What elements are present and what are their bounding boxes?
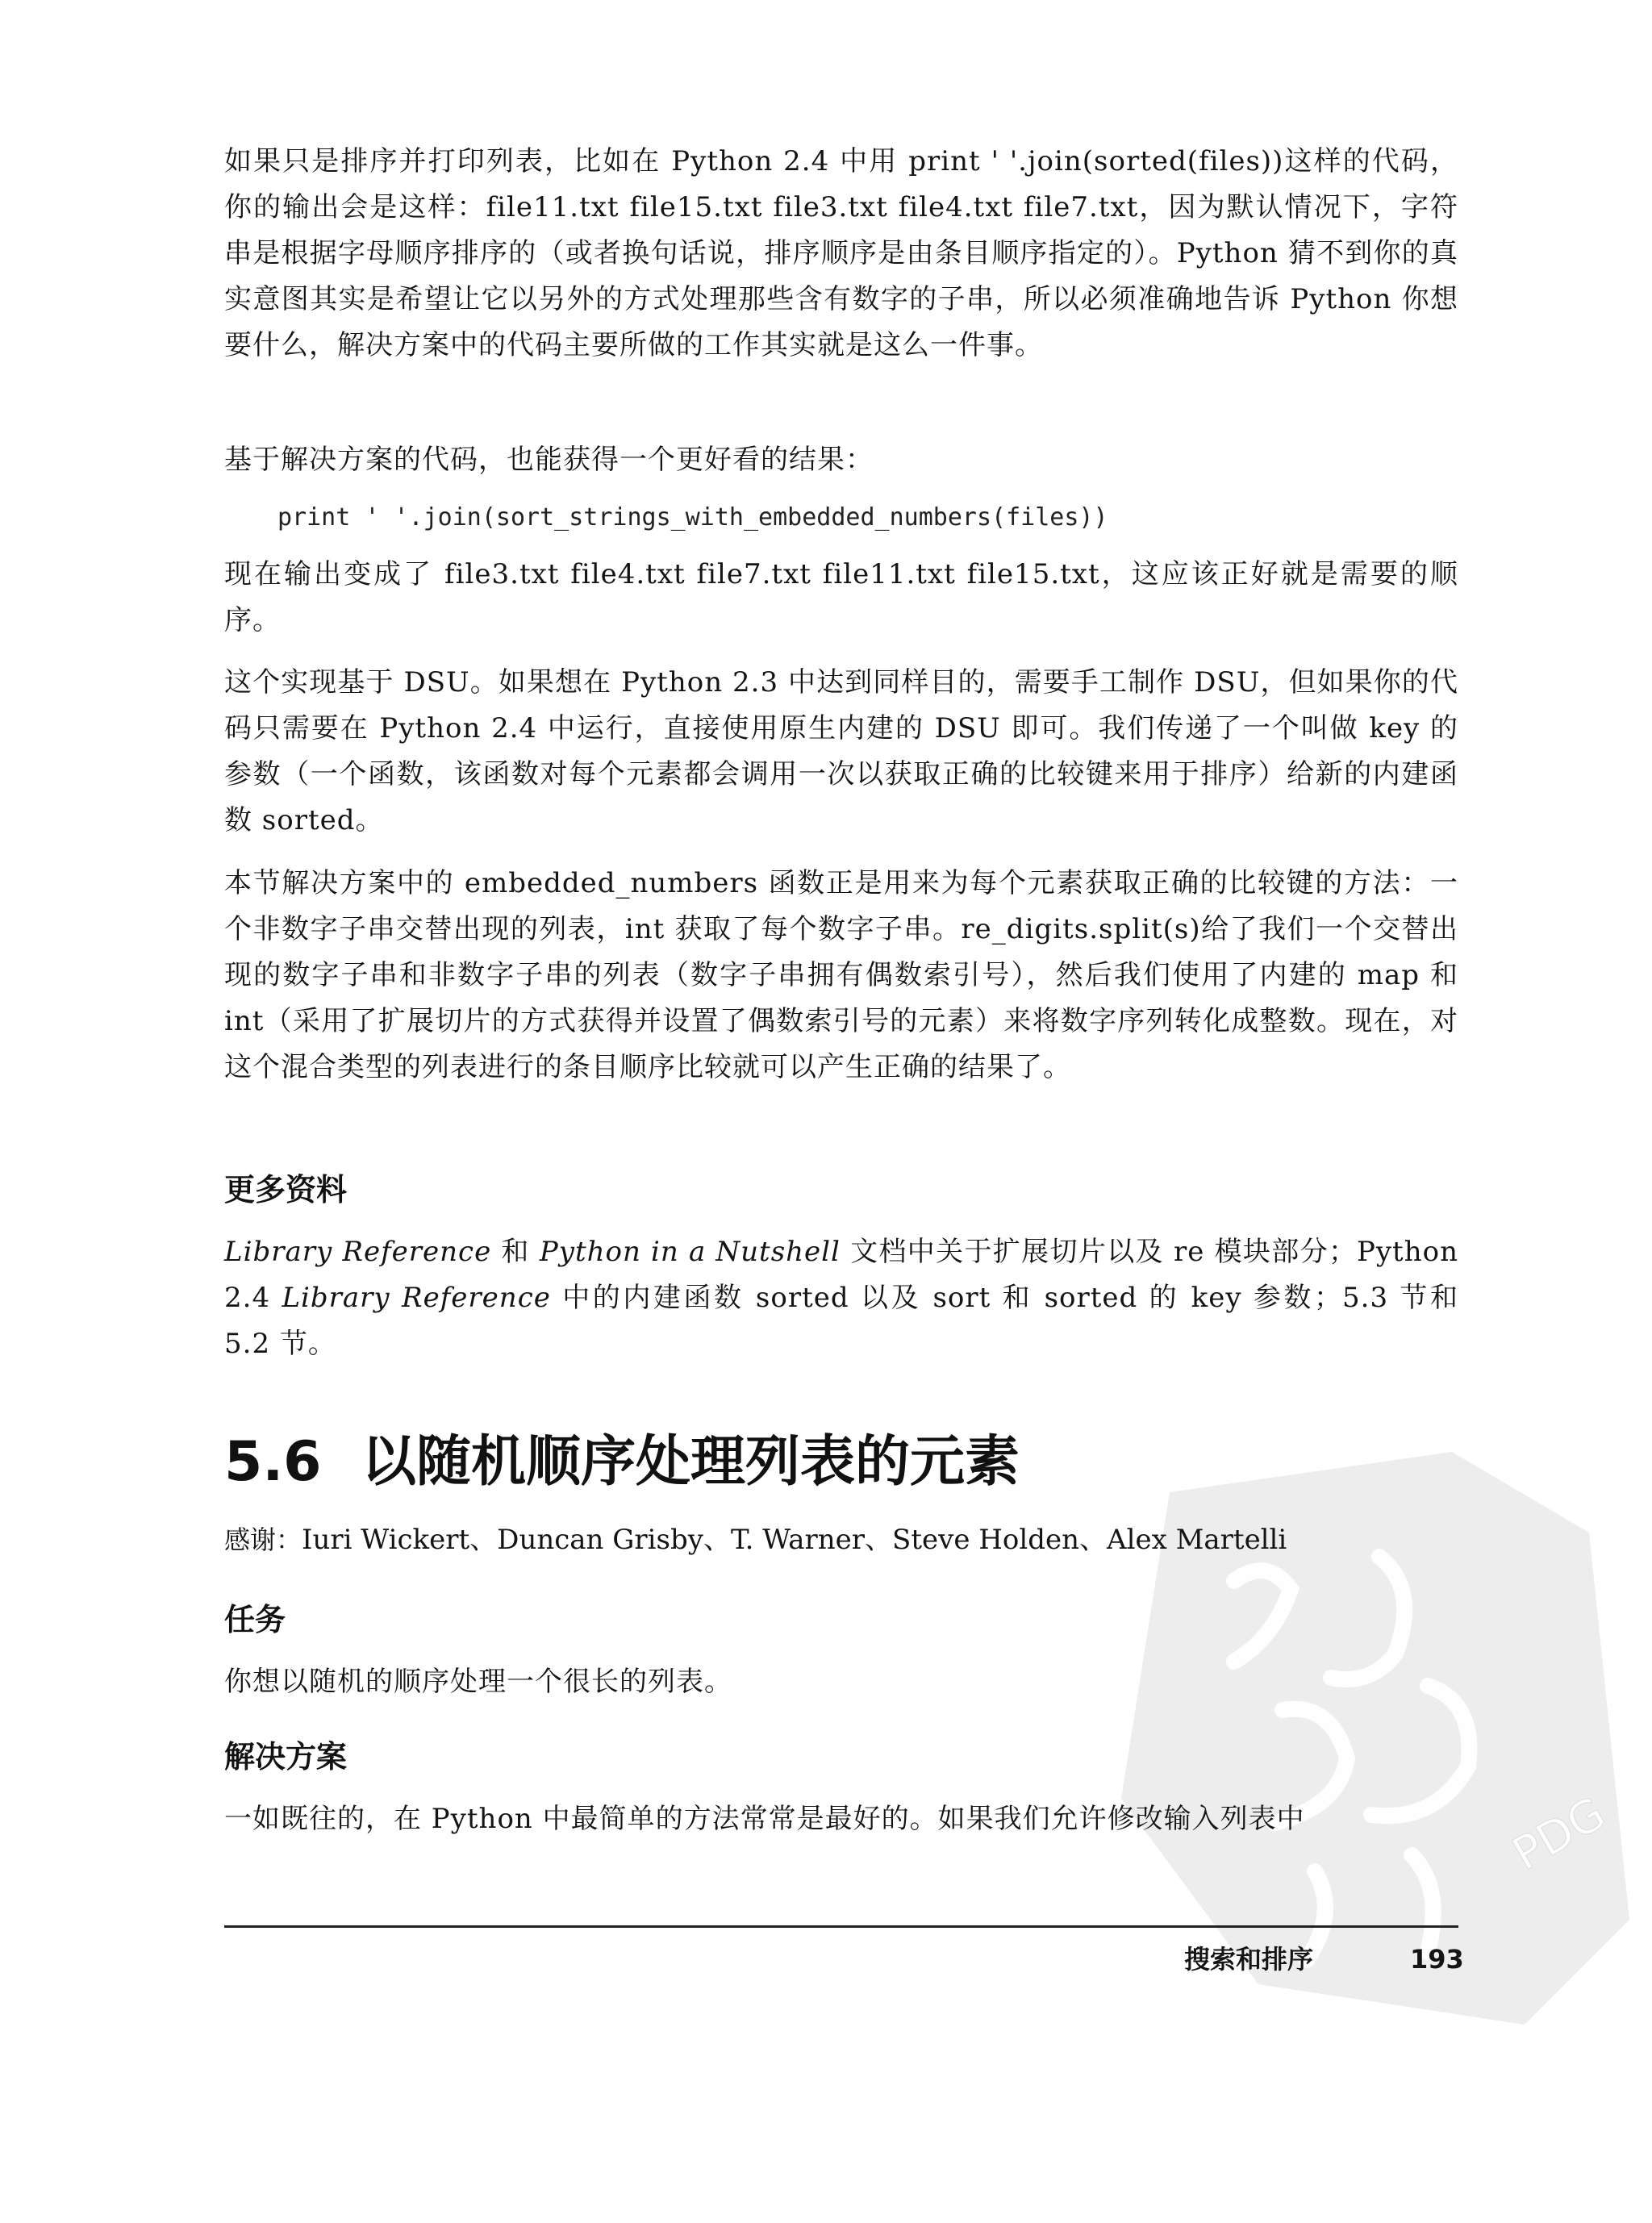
section-title <box>224 1426 1020 1499</box>
ref-library-reference: Library Reference <box>224 1236 492 1268</box>
paragraph-4: 这个实现基于 DSU。如果想在 Python 2.3 中达到同样目的，需要手工制作 DSU，但如果你的代码只需要在 Python 2.4 中运行，直接使用原生内建的 DSU 即可。我们传递了一个叫做 key 的参数（一个函数，该函数对每个元素都会调用一次以获取正确的比较键来用于排序）给新的内建函数 sorted。 <box>224 666 1458 836</box>
paragraph-2: 基于解决方案的代码，也能获得一个更好看的结果： <box>224 444 874 476</box>
paragraph-1: 如果只是排序并打印列表，比如在 Python 2.4 中用 print ' '.join(sorted(files))这样的代码，你的输出会是这样：file11.txt file15.txt file3.txt file4.txt file7.txt，因为默认情况下，字符串是根据字母顺序排序的（或者换句话说，排序顺序是由条目顺序指定的）。Python 猜不到你的真实意图其实是希望让它以另外的方式处理那些含有数字的子串，所以必须准确地告诉 Python 你想要什么，解决方案中的代码主要所做的工作其实就是这么一件事。 <box>224 145 1458 361</box>
task-text: 你想以随机的顺序处理一个很长的列表。 <box>224 1666 732 1698</box>
code-sample: print ' '.join(sort_strings_with_embedded_numbers(files)) <box>277 503 1108 532</box>
footer-page-number: 193 <box>1410 1944 1464 1975</box>
section-number: 5.6 <box>224 1430 322 1494</box>
ref-python-in-a-nutshell: Python in a Nutshell <box>539 1236 841 1268</box>
watermark-text: PDG <box>1504 1787 1615 1882</box>
more-info-paragraph <box>224 1229 1458 1367</box>
more-info-heading: 更多资料 <box>224 1172 348 1207</box>
task-heading: 任务 <box>224 1602 286 1637</box>
more-info-text-2: 中的内建函数 sorted 以及 sort 和 sorted 的 key 参数；5.3 节和 5.2 节。 <box>224 1282 1458 1360</box>
footer-chapter-title: 搜索和排序 <box>1184 1944 1314 1975</box>
credits-names: Iuri Wickert、Duncan Grisby、T. Warner、Steve Holden、Alex Martelli <box>302 1524 1287 1556</box>
paragraph-3: 现在输出变成了 file3.txt file4.txt file7.txt file11.txt file15.txt，这应该正好就是需要的顺序。 <box>224 558 1458 636</box>
credits <box>224 1519 1287 1561</box>
ref-library-reference-2: Library Reference <box>282 1282 551 1314</box>
solution-heading: 解决方案 <box>224 1739 348 1775</box>
paragraph-5: 本节解决方案中的 embedded_numbers 函数正是用来为每个元素获取正确的比较键的方法：一个非数字子串交替出现的列表，int 获取了每个数字子串。re_digits.split(s)给了我们一个交替出现的数字子串和非数字子串的列表（数字子串拥有偶数索引号），然后我们使用了内建的 map 和 int（采用了扩展切片的方式获得并设置了偶数索引号的元素）来将数字序列转化成整数。现在，对这个混合类型的列表进行的条目顺序比较就可以产生正确的结果了。 <box>224 867 1458 1083</box>
section-title-text: 以随机顺序处理列表的元素 <box>361 1430 1020 1494</box>
footer-rule <box>224 1925 1458 1928</box>
credits-label: 感谢： <box>224 1524 302 1555</box>
watermark-seal <box>1073 1420 1637 2033</box>
solution-text: 一如既往的，在 Python 中最简单的方法常常是最好的。如果我们允许修改输入列表中 <box>224 1803 1305 1835</box>
more-info-text-1: 文档中关于扩展切片以及 re 模块部分；Python 2.4 <box>224 1236 1458 1314</box>
more-info-and: 和 <box>491 1236 540 1268</box>
